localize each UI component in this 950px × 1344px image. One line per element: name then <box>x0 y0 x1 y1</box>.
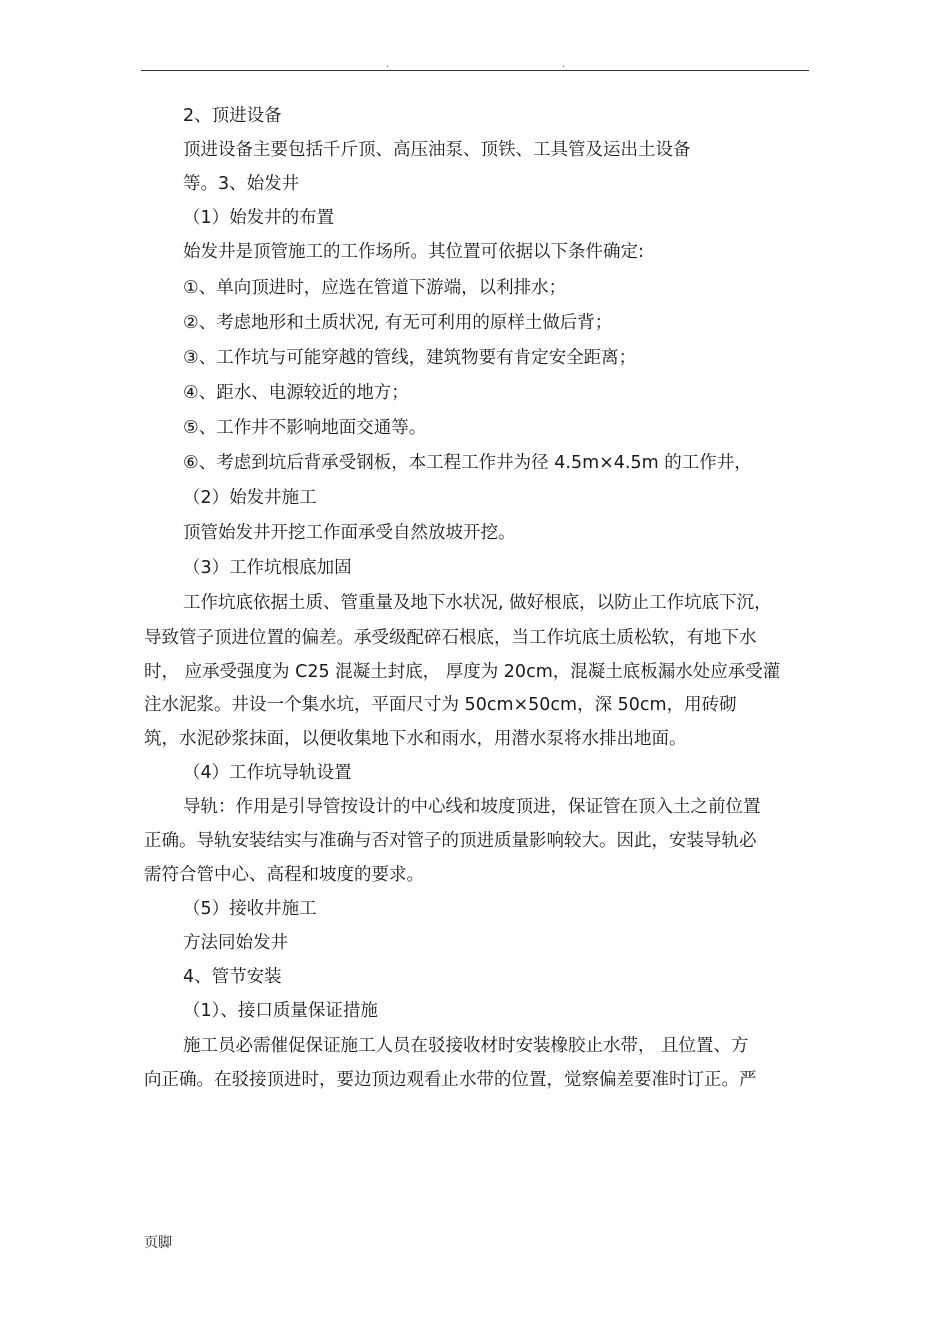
paragraph-line: 方法同始发井 <box>183 933 288 953</box>
paragraph-line: 需符合管中心、高程和坡度的要求。 <box>144 865 424 885</box>
list-item: ⑤、工作井不影响地面交通等。 <box>183 418 427 438</box>
list-item: ④、距水、电源较近的地方； <box>183 383 409 403</box>
list-item: ⑥、考虑到坑后背承受钢板，本工程工作井为径 4.5m×4.5m 的工作井， <box>183 453 752 473</box>
paragraph-line: 注水泥浆。井设一个集水坑，平面尺寸为 50cm×50cm，深 50cm，用砖砌 <box>144 695 737 715</box>
heading-launch-shaft-layout: （1）始发井的布置 <box>183 208 335 228</box>
paragraph-line: 向正确。在驳接顶进时，要边顶边观看止水带的位置，觉察偏差要准时订正。严 <box>144 1070 757 1090</box>
heading-pipe-installation: 4、管节安装 <box>183 967 282 987</box>
paragraph-line: 施工员必需催促保证施工人员在驳接收材时安装橡胶止水带， 且位置、方 <box>183 1036 749 1056</box>
paragraph-line: 筑，水泥砂浆抹面，以便收集地下水和雨水，用潜水泵将水排出地面。 <box>144 729 687 749</box>
paragraph-line: 等。3、始发井 <box>183 174 300 194</box>
paragraph-line: 始发井是顶管施工的工作场所。其位置可依据以下条件确定: <box>183 242 644 262</box>
paragraph-line: 时， 应承受强度为 C25 混凝土封底， 厚度为 20cm，混凝土底板漏水处应承受灌 <box>144 662 781 682</box>
paragraph-line: 导轨：作用是引导管按设计的中心线和坡度顶进，保证管在顶入土之前位置 <box>183 797 761 817</box>
paragraph-line: 顶进设备主要包括千斤顶、高压油泵、顶铁、工具管及运出土设备 <box>183 140 691 160</box>
heading-jacking-equipment: 2、顶进设备 <box>183 106 282 126</box>
paragraph-line: 导致管子顶进位置的偏差。承受级配碎石根底，当工作坑底土质松软，有地下水 <box>144 628 757 648</box>
list-item: ①、单向顶进时，应选在管道下游端，以利排水； <box>183 278 567 298</box>
paragraph-line: 顶管始发井开挖工作面承受自然放坡开挖。 <box>183 523 516 543</box>
list-item: ③、工作坑与可能穿越的管线，建筑物要有肯定安全距离； <box>183 348 637 368</box>
heading-receiving-shaft: （5）接收井施工 <box>183 899 317 919</box>
paragraph-line: 正确。导轨安装结实与准确与否对管子的顶进质量影响较大。因此，安装导轨必 <box>144 831 757 851</box>
header-mark-left: . <box>386 60 389 70</box>
page-footer: 页脚 <box>144 1235 172 1251</box>
header-mark-right: . <box>562 60 565 70</box>
paragraph-line: 工作坑底依据土质、管重量及地下水状况, 做好根底，以防止工作坑底下沉， <box>183 593 772 613</box>
heading-joint-quality: （1）、接口质量保证措施 <box>183 1001 378 1021</box>
heading-launch-shaft-construction: （2）始发井施工 <box>183 488 317 508</box>
list-item: ②、考虑地形和土质状况, 有无可利用的原样土做后背； <box>183 313 613 333</box>
header-rule <box>141 70 809 71</box>
heading-guide-rail: （4）工作坑导轨设置 <box>183 763 352 783</box>
heading-pit-foundation: （3）工作坑根底加固 <box>183 558 352 578</box>
